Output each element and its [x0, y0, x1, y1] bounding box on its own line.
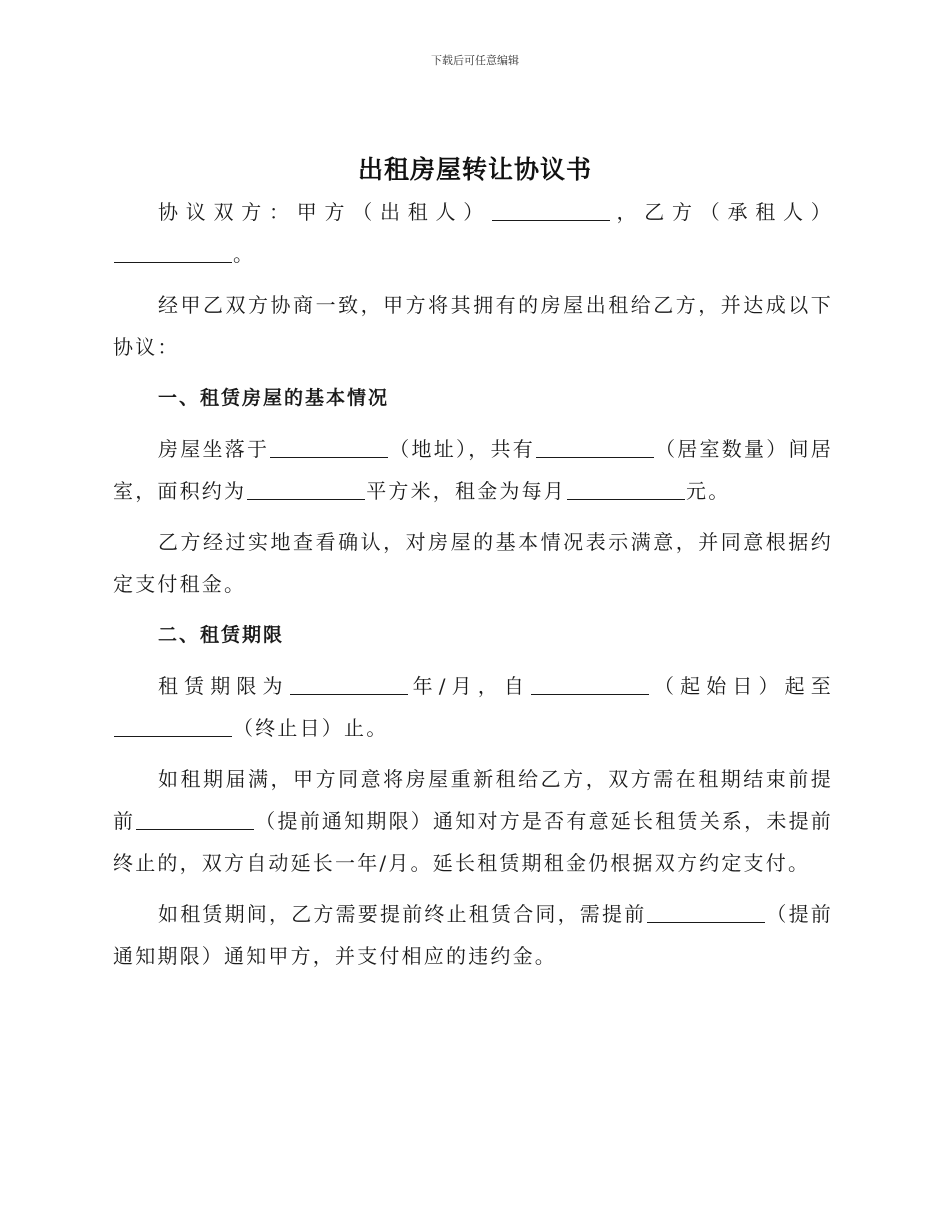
parties-suffix: 。	[233, 242, 256, 266]
satisfaction-paragraph: 乙方经过实地查看确认，对房屋的基本情况表示满意，并同意根据约定支付租金。	[113, 530, 833, 596]
address-blank	[270, 437, 388, 458]
term-length-blank	[290, 674, 408, 695]
lease-term-text-a: 租赁期限为	[158, 674, 289, 698]
lessee-blank	[114, 242, 232, 263]
parties-prefix: 协议双方：甲方（出租人）	[158, 200, 491, 224]
termination-notice-blank	[647, 902, 765, 923]
section-heading-basic-info: 一、租赁房屋的基本情况	[158, 387, 390, 409]
early-termination-text-a: 如租赁期间，乙方需要提前终止租赁合同，需提前	[158, 902, 647, 926]
early-termination-text-b: （提前通知期限）通知甲方，并支付相应的违约金。	[113, 902, 834, 968]
house-info-text-d: 平方米，租金为每月	[366, 479, 567, 503]
room-count-blank	[536, 437, 654, 458]
house-info-text-a: 房屋坐落于	[158, 437, 270, 461]
renewal-paragraph	[113, 758, 833, 884]
house-info-paragraph	[113, 428, 833, 512]
house-info-text-c: （居室数量）间居室，面积约为	[113, 437, 833, 503]
lessor-blank	[492, 200, 610, 221]
renewal-notice-blank	[136, 809, 254, 830]
end-date-blank	[114, 716, 232, 737]
area-blank	[247, 479, 365, 500]
early-termination-paragraph	[113, 893, 833, 977]
parties-paragraph	[113, 191, 833, 275]
house-info-text-b: （地址），共有	[389, 437, 536, 461]
start-date-blank	[531, 674, 649, 695]
header-note: 下载后可任意编辑	[431, 54, 519, 67]
parties-middle: ，乙方（承租人）	[611, 200, 833, 224]
lease-term-text-c: （起始日）起至	[650, 674, 833, 698]
document-title: 出租房屋转让协议书	[357, 155, 592, 184]
intro-paragraph: 经甲乙双方协商一致，甲方将其拥有的房屋出租给乙方，并达成以下协议：	[113, 293, 833, 359]
lease-term-paragraph	[113, 665, 833, 749]
renewal-text-a: 如租期届满，甲方同意将房屋重新租给乙方，双方需在租期结束前提前	[113, 767, 833, 833]
renewal-text-b: （提前通知期限）通知对方是否有意延长租赁关系，未提前终止的，双方自动延长一年/月。延长租赁期租金仍根据双方约定支付。	[113, 809, 834, 875]
document-body	[113, 191, 833, 986]
section-heading-lease-term: 二、租赁期限	[158, 624, 285, 646]
rent-blank	[567, 479, 685, 500]
lease-term-text-b: 年/月，自	[408, 674, 531, 698]
house-info-text-e: 元。	[686, 479, 731, 503]
lease-term-text-d: （终止日）止。	[233, 716, 389, 740]
